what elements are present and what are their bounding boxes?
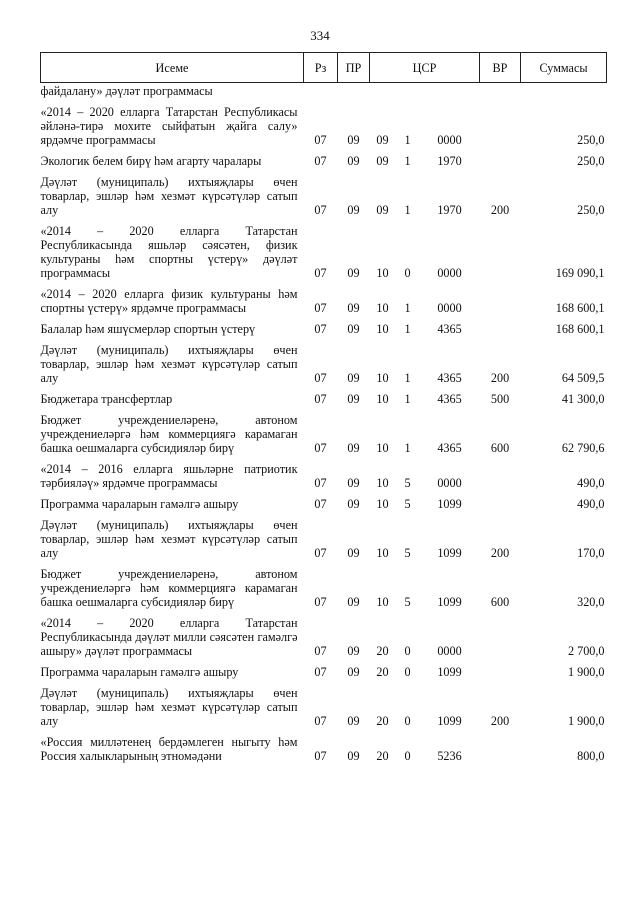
header-sum: Суммасы [521, 53, 607, 83]
row-csr-3: 1099 [437, 714, 462, 728]
row-csr-2: 1 [404, 371, 411, 385]
table-row [41, 221, 607, 284]
row-sum: 490,0 [577, 476, 605, 490]
table-row [41, 340, 607, 389]
row-pr: 09 [347, 133, 360, 147]
row-csr-2: 5 [404, 476, 411, 490]
row-csr-3 [420, 83, 480, 103]
row-csr-3: 4365 [437, 392, 462, 406]
row-rz: 07 [314, 441, 327, 455]
row-rz: 07 [314, 595, 327, 609]
row-rz: 07 [314, 665, 327, 679]
row-vr: 200 [490, 371, 510, 385]
row-name: «2014 – 2020 елларга Татарстан Республикасы әйләнә-тирә мохите сыйфатын җайга салу» ярдәмче программасы [40, 105, 298, 147]
row-vr [480, 732, 521, 767]
row-csr-3: 4365 [437, 371, 462, 385]
row-csr-1: 10 [376, 301, 389, 315]
row-sum: 800,0 [577, 749, 605, 763]
row-sum: 250,0 [577, 203, 605, 217]
table-body [41, 83, 607, 768]
row-csr-2: 1 [404, 441, 411, 455]
row-csr-2: 0 [404, 665, 411, 679]
row-pr: 09 [347, 644, 360, 658]
row-csr-1: 10 [376, 497, 389, 511]
row-name: Балалар һәм яшүсмерләр спортын үстерү [40, 322, 256, 336]
row-csr-3: 1970 [437, 154, 462, 168]
row-vr: 200 [490, 203, 510, 217]
row-name: «2014 – 2020 елларга Татарстан Республикасында дәүләт милли сәясәтен гамәлгә ашыру» дәүләт программасы [40, 616, 298, 658]
row-sum: 168 600,1 [555, 301, 605, 315]
row-name: Бюджетара трансфертлар [40, 392, 173, 406]
row-sum: 250,0 [577, 133, 605, 147]
row-sum: 41 300,0 [561, 392, 605, 406]
header-name: Исеме [41, 53, 304, 83]
row-name: Дәүләт (муниципаль) ихтыяҗлары өчен товарлар, эшләр һәм хезмәт күрсәтүләр сатып алу [40, 686, 298, 728]
row-name: файдалану» дәүләт программасы [40, 84, 213, 98]
row-csr-3: 0000 [437, 266, 462, 280]
row-pr: 09 [347, 665, 360, 679]
row-vr [480, 83, 521, 103]
row-csr-1: 10 [376, 322, 389, 336]
row-vr: 500 [490, 392, 510, 406]
row-vr [480, 459, 521, 494]
row-name: «2014 – 2020 елларга Татарстан Республикасында яшьләр сәясәтен, физик культураны һәм спортны үстерү» дәүләт программасы [40, 224, 298, 280]
header-vr: ВР [480, 53, 521, 83]
row-name: Бюджет учреждениеләренә, автоном учреждениеләргә һәм коммерциягә карамаган башка оешмаларга субсидияләр бирү [40, 567, 298, 609]
row-rz: 07 [314, 154, 327, 168]
row-vr [480, 662, 521, 683]
row-csr-1: 10 [376, 441, 389, 455]
row-rz: 07 [314, 133, 327, 147]
row-vr [480, 494, 521, 515]
row-csr-1: 10 [376, 266, 389, 280]
row-csr-1: 10 [376, 392, 389, 406]
row-rz: 07 [314, 392, 327, 406]
row-sum: 1 900,0 [567, 665, 605, 679]
row-csr-2: 5 [404, 595, 411, 609]
row-rz: 07 [314, 749, 327, 763]
header-csr: ЦСР [370, 53, 480, 83]
row-name: Бюджет учреждениеләренә, автоном учреждениеләргә һәм коммерциягә карамаган башка оешмаларга субсидияләр бирү [40, 413, 298, 455]
row-vr [480, 284, 521, 319]
row-vr: 600 [490, 595, 510, 609]
row-vr: 200 [490, 714, 510, 728]
row-csr-1: 10 [376, 595, 389, 609]
row-csr-2: 1 [404, 203, 411, 217]
row-sum: 2 700,0 [567, 644, 605, 658]
row-vr: 200 [490, 546, 510, 560]
row-sum: 62 790,6 [561, 441, 605, 455]
row-sum: 168 600,1 [555, 322, 605, 336]
row-rz: 07 [314, 476, 327, 490]
row-csr-3: 1099 [437, 595, 462, 609]
row-csr-3: 5236 [437, 749, 462, 763]
row-csr-3: 0000 [437, 476, 462, 490]
row-csr-2: 1 [404, 133, 411, 147]
row-pr: 09 [347, 322, 360, 336]
table-row [41, 102, 607, 151]
row-rz: 07 [314, 644, 327, 658]
row-csr-2 [396, 83, 420, 103]
row-sum: 490,0 [577, 497, 605, 511]
row-name: Программа чараларын гамәлгә ашыру [40, 665, 239, 679]
row-csr-3: 4365 [437, 441, 462, 455]
row-sum [521, 83, 607, 103]
table-row [41, 732, 607, 767]
row-pr: 09 [347, 546, 360, 560]
row-pr [338, 83, 370, 103]
row-pr: 09 [347, 476, 360, 490]
table-row [41, 172, 607, 221]
row-name: Экологик белем бирү һәм агарту чаралары [40, 154, 262, 168]
row-sum: 169 090,1 [555, 266, 605, 280]
row-csr-2: 0 [404, 749, 411, 763]
table-row [41, 151, 607, 172]
row-rz: 07 [314, 714, 327, 728]
row-csr-1: 20 [376, 644, 389, 658]
row-name: «2014 – 2020 елларга физик культураны һәм спортны үстерү» ярдәмче программасы [40, 287, 298, 315]
row-csr-2: 1 [404, 301, 411, 315]
row-sum: 320,0 [577, 595, 605, 609]
row-rz: 07 [314, 322, 327, 336]
row-vr [480, 102, 521, 151]
table-row [41, 613, 607, 662]
header-rz: Рз [304, 53, 338, 83]
row-csr-1: 20 [376, 665, 389, 679]
table-row [41, 515, 607, 564]
row-sum: 170,0 [577, 546, 605, 560]
table-row [41, 662, 607, 683]
row-rz: 07 [314, 546, 327, 560]
page-number: 334 [310, 28, 330, 43]
table-row [41, 83, 607, 103]
row-vr [480, 613, 521, 662]
row-csr-1: 10 [376, 476, 389, 490]
row-vr [480, 221, 521, 284]
row-csr-1: 09 [376, 203, 389, 217]
row-rz: 07 [314, 301, 327, 315]
row-csr-3: 1099 [437, 497, 462, 511]
header-pr: ПР [338, 53, 370, 83]
row-rz [304, 83, 338, 103]
row-csr-3: 4365 [437, 322, 462, 336]
row-pr: 09 [347, 392, 360, 406]
row-name: Программа чараларын гамәлгә ашыру [40, 497, 239, 511]
row-csr-2: 5 [404, 497, 411, 511]
row-csr-1: 09 [376, 154, 389, 168]
row-sum: 64 509,5 [561, 371, 605, 385]
row-pr: 09 [347, 749, 360, 763]
table-row [41, 683, 607, 732]
row-csr-1: 10 [376, 546, 389, 560]
row-csr-2: 1 [404, 322, 411, 336]
row-csr-1: 09 [376, 133, 389, 147]
row-pr: 09 [347, 301, 360, 315]
row-name: Дәүләт (муниципаль) ихтыяҗлары өчен товарлар, эшләр һәм хезмәт күрсәтүләр сатып алу [40, 518, 298, 560]
row-name: Дәүләт (муниципаль) ихтыяҗлары өчен товарлар, эшләр һәм хезмәт күрсәтүләр сатып алу [40, 175, 298, 217]
row-rz: 07 [314, 497, 327, 511]
budget-table [40, 52, 607, 767]
table-row [41, 319, 607, 340]
row-csr-2: 0 [404, 644, 411, 658]
row-rz: 07 [314, 266, 327, 280]
row-name: «Россия милләтенең бердәмлеген ныгыту һәм Россия халыкларының этномәдәни [40, 735, 298, 763]
row-pr: 09 [347, 154, 360, 168]
row-csr-2: 1 [404, 392, 411, 406]
row-csr-3: 0000 [437, 644, 462, 658]
row-csr-3: 1970 [437, 203, 462, 217]
table-row [41, 410, 607, 459]
row-pr: 09 [347, 714, 360, 728]
row-pr: 09 [347, 497, 360, 511]
table-row [41, 494, 607, 515]
row-pr: 09 [347, 441, 360, 455]
row-csr-3: 0000 [437, 301, 462, 315]
row-csr-2: 1 [404, 154, 411, 168]
row-pr: 09 [347, 203, 360, 217]
row-csr-2: 0 [404, 714, 411, 728]
row-csr-3: 0000 [437, 133, 462, 147]
row-csr-1: 10 [376, 371, 389, 385]
row-name: Дәүләт (муниципаль) ихтыяҗлары өчен товарлар, эшләр һәм хезмәт күрсәтүләр сатып алу [40, 343, 298, 385]
row-pr: 09 [347, 266, 360, 280]
row-csr-1: 20 [376, 749, 389, 763]
row-sum: 250,0 [577, 154, 605, 168]
row-pr: 09 [347, 595, 360, 609]
row-csr-3: 1099 [437, 546, 462, 560]
row-vr [480, 319, 521, 340]
row-vr: 600 [490, 441, 510, 455]
row-rz: 07 [314, 371, 327, 385]
table-row [41, 389, 607, 410]
row-csr-2: 0 [404, 266, 411, 280]
row-pr: 09 [347, 371, 360, 385]
row-csr-3: 1099 [437, 665, 462, 679]
row-rz: 07 [314, 203, 327, 217]
row-name: «2014 – 2016 елларга яшьләрне патриотик тәрбияләү» ярдәмче программасы [40, 462, 298, 490]
row-csr-2: 5 [404, 546, 411, 560]
row-vr [480, 151, 521, 172]
row-csr-1: 20 [376, 714, 389, 728]
table-header-row [41, 53, 607, 83]
table-row [41, 564, 607, 613]
table-row [41, 459, 607, 494]
row-csr-1 [370, 83, 396, 103]
table-row [41, 284, 607, 319]
row-sum: 1 900,0 [567, 714, 605, 728]
